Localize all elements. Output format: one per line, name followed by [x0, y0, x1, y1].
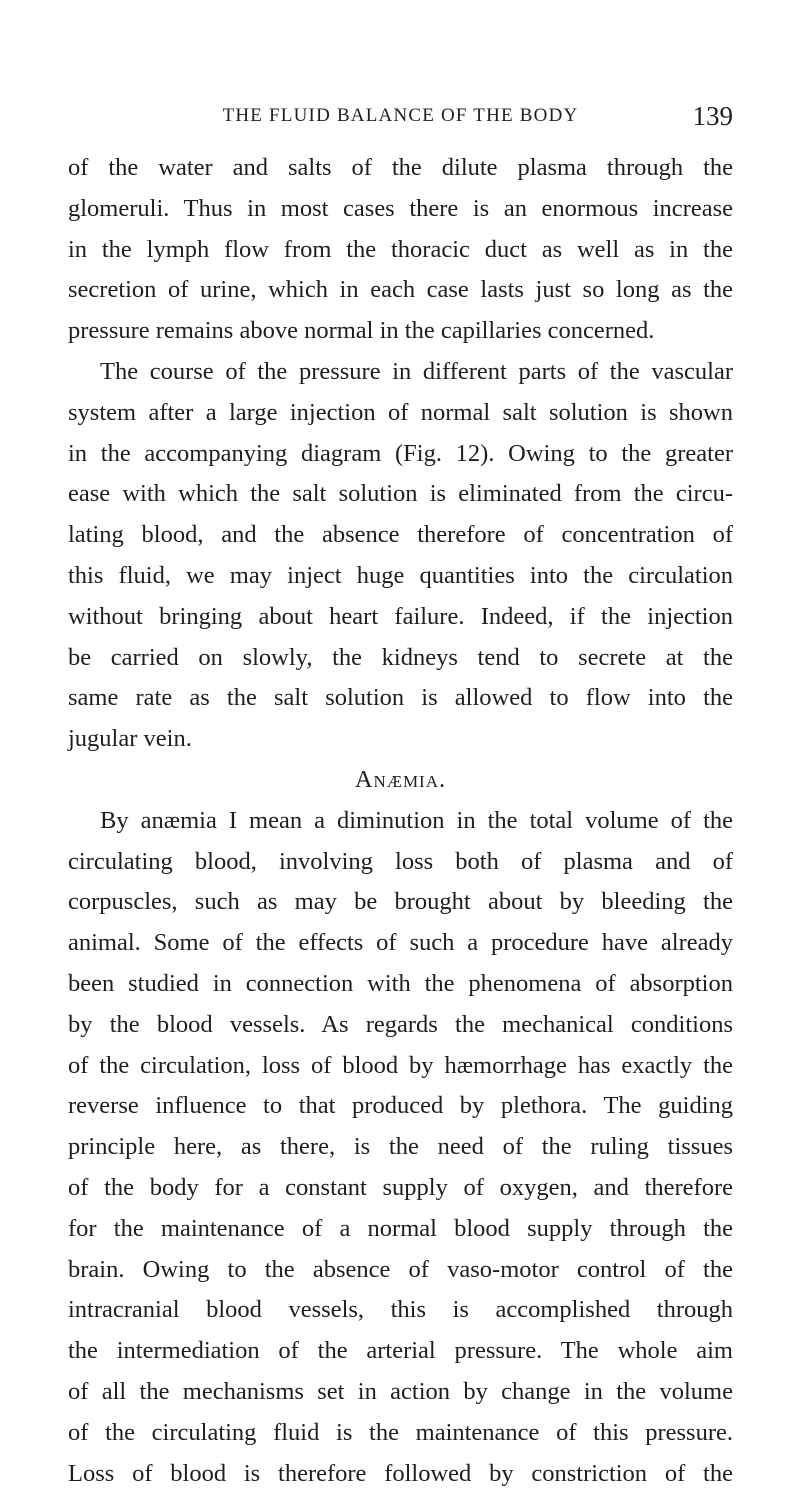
text-line: the intermediation of the arterial pressure. The whole aim: [68, 1331, 733, 1372]
text-line: ease with which the salt solution is eliminated from the circu-: [68, 474, 733, 515]
text-line: pressure remains above normal in the capillaries concerned.: [68, 311, 733, 352]
text-line: Loss of blood is therefore followed by constriction of the: [68, 1454, 733, 1494]
body-text: [68, 148, 733, 1494]
text-line: same rate as the salt solution is allowed to flow into the: [68, 678, 733, 719]
text-line: brain. Owing to the absence of vaso-motor control of the: [68, 1250, 733, 1291]
page-number: 139: [693, 101, 734, 132]
text-line: circulating blood, involving loss both of plasma and of: [68, 842, 733, 883]
text-line: of the body for a constant supply of oxygen, and therefore: [68, 1168, 733, 1209]
text-line: The course of the pressure in different parts of the vascular: [68, 352, 733, 393]
running-title: THE FLUID BALANCE OF THE BODY: [68, 105, 733, 127]
text-line: system after a large injection of normal salt solution is shown: [68, 393, 733, 434]
text-line: of all the mechanisms set in action by change in the volume: [68, 1372, 733, 1413]
text-line: reverse influence to that produced by plethora. The guiding: [68, 1086, 733, 1127]
running-head: [68, 95, 733, 135]
section-heading: Anæmia.: [68, 760, 733, 801]
text-line: without bringing about heart failure. Indeed, if the injection: [68, 597, 733, 638]
text-line: of the circulation, loss of blood by hæmorrhage has exactly the: [68, 1046, 733, 1087]
text-line: glomeruli. Thus in most cases there is an enormous increase: [68, 189, 733, 230]
text-line: intracranial blood vessels, this is accomplished through: [68, 1290, 733, 1331]
text-line: jugular vein.: [68, 719, 733, 760]
text-line: in the lymph flow from the thoracic duct as well as in the: [68, 230, 733, 271]
text-line: of the water and salts of the dilute plasma through the: [68, 148, 733, 189]
text-line: of the circulating fluid is the maintenance of this pressure.: [68, 1413, 733, 1454]
text-line: principle here, as there, is the need of the ruling tissues: [68, 1127, 733, 1168]
text-line: by the blood vessels. As regards the mechanical conditions: [68, 1005, 733, 1046]
text-line: corpuscles, such as may be brought about by bleeding the: [68, 882, 733, 923]
text-line: been studied in connection with the phenomena of absorption: [68, 964, 733, 1005]
text-line: this fluid, we may inject huge quantities into the circulation: [68, 556, 733, 597]
text-line: be carried on slowly, the kidneys tend to secrete at the: [68, 638, 733, 679]
text-line: secretion of urine, which in each case lasts just so long as the: [68, 270, 733, 311]
text-line: in the accompanying diagram (Fig. 12). Owing to the greater: [68, 434, 733, 475]
text-line: for the maintenance of a normal blood supply through the: [68, 1209, 733, 1250]
text-line: animal. Some of the effects of such a procedure have already: [68, 923, 733, 964]
text-line: By anæmia I mean a diminution in the total volume of the: [68, 801, 733, 842]
text-line: lating blood, and the absence therefore of concentration of: [68, 515, 733, 556]
